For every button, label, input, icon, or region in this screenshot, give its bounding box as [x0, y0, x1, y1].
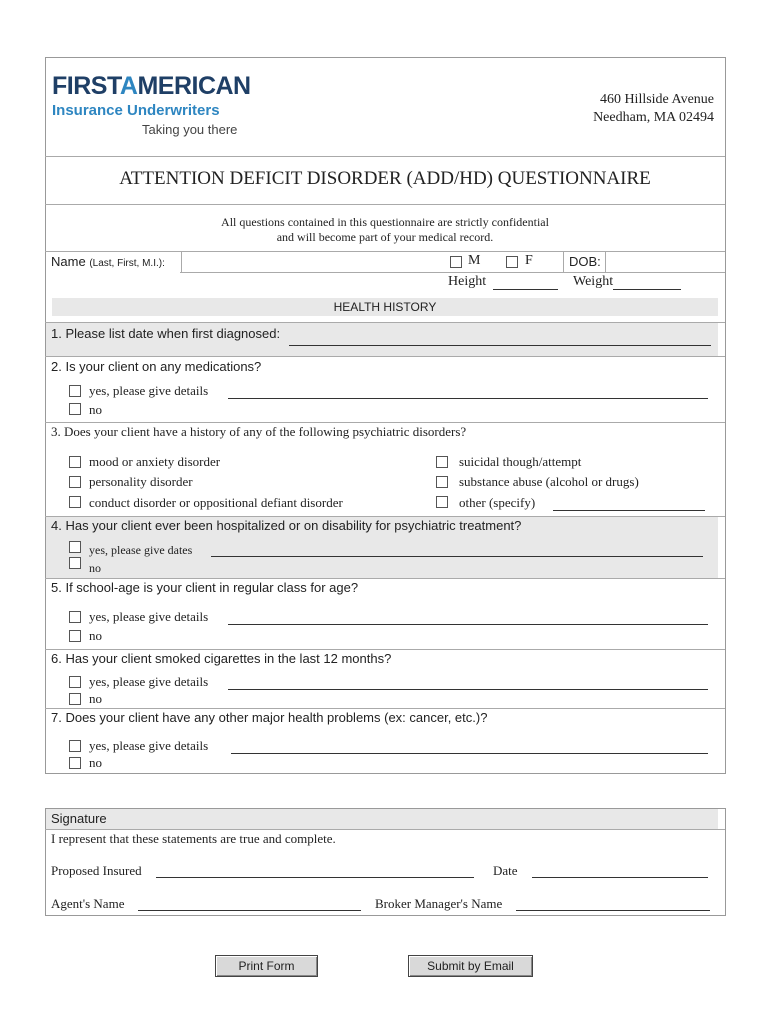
- question-4-text: 4. Has your client ever been hospitalized or on disability for psychiatric treatment?: [51, 518, 522, 533]
- print-form-button[interactable]: Print Form: [215, 955, 318, 977]
- question-5-no-label: no: [89, 628, 102, 643]
- question-6-details-field[interactable]: [228, 689, 708, 690]
- question-5-yes-label: yes, please give details: [89, 609, 209, 624]
- company-logo: [52, 72, 262, 142]
- question-2-text: 2. Is your client on any medications?: [51, 359, 262, 374]
- logo-merican-text: MERICAN: [137, 72, 251, 100]
- question-7-yes-label: yes, please give details: [89, 738, 209, 753]
- logo-subtitle: Insurance Underwriters: [52, 102, 220, 119]
- broker-manager-field[interactable]: [516, 910, 710, 911]
- q3-personality-label: personality disorder: [89, 474, 193, 489]
- question-6-yes-checkbox[interactable]: [69, 676, 81, 688]
- female-checkbox[interactable]: [506, 256, 518, 268]
- page-title: ATTENTION DEFICIT DISORDER (ADD/HD) QUESTIONNAIRE: [119, 168, 651, 189]
- male-label: M: [468, 253, 481, 268]
- weight-field[interactable]: [613, 289, 681, 290]
- question-3-text: 3. Does your client have a history of any of the following psychiatric disorders?: [51, 424, 467, 439]
- broker-manager-label: Broker Manager's Name: [375, 896, 503, 911]
- question-5-text: 5. If school-age is your client in regular class for age?: [51, 580, 359, 595]
- question-7-yes-checkbox[interactable]: [69, 740, 81, 752]
- confidential-line-1: All questions contained in this questionnaire are strictly confidential: [221, 215, 549, 229]
- submit-by-email-button[interactable]: Submit by Email: [408, 955, 533, 977]
- q3-other-label: other (specify): [459, 495, 536, 510]
- name-label: Name (Last, First, M.I.):: [51, 254, 165, 269]
- q3-substance-checkbox[interactable]: [436, 476, 448, 488]
- q3-mood-anxiety-label: mood or anxiety disorder: [89, 454, 221, 469]
- q3-conduct-label: conduct disorder or oppositional defiant disorder: [89, 495, 343, 510]
- question-2-yes-checkbox[interactable]: [69, 385, 81, 397]
- logo-first-text: FIRST: [52, 72, 120, 100]
- question-2-details-field[interactable]: [228, 398, 708, 399]
- date-label: Date: [493, 863, 518, 878]
- q3-other-specify-field[interactable]: [553, 510, 705, 511]
- question-4-no-checkbox[interactable]: [69, 557, 81, 569]
- question-5-details-field[interactable]: [228, 624, 708, 625]
- q3-mood-anxiety-checkbox[interactable]: [69, 456, 81, 468]
- question-4-dates-field[interactable]: [211, 556, 703, 557]
- agent-name-label: Agent's Name: [51, 896, 125, 911]
- question-4-yes-checkbox[interactable]: [69, 541, 81, 553]
- name-field[interactable]: [181, 252, 437, 272]
- question-2-no-label: no: [89, 402, 102, 417]
- q3-other-checkbox[interactable]: [436, 496, 448, 508]
- logo-tagline: Taking you there: [142, 122, 238, 137]
- proposed-insured-field[interactable]: [156, 877, 474, 878]
- question-5-yes-checkbox[interactable]: [69, 611, 81, 623]
- signature-statement: I represent that these statements are true and complete.: [51, 831, 336, 846]
- question-7-text: 7. Does your client have any other major health problems (ex: cancer, etc.)?: [51, 710, 488, 725]
- name-hint: (Last, First, M.I.):: [89, 258, 165, 269]
- date-field[interactable]: [532, 877, 708, 878]
- dob-field[interactable]: [605, 252, 724, 272]
- male-checkbox[interactable]: [450, 256, 462, 268]
- female-label: F: [525, 253, 533, 268]
- question-4-no-label: no: [89, 561, 101, 575]
- section-title: HEALTH HISTORY: [333, 300, 437, 314]
- question-1-text: 1. Please list date when first diagnosed:: [51, 326, 281, 341]
- dob-label: DOB:: [569, 254, 601, 269]
- question-1-date-field[interactable]: [289, 345, 711, 346]
- question-2-no-checkbox[interactable]: [69, 403, 81, 415]
- proposed-insured-label: Proposed Insured: [51, 863, 142, 878]
- question-6-yes-label: yes, please give details: [89, 674, 209, 689]
- agent-name-field[interactable]: [138, 910, 361, 911]
- form-container: [45, 57, 726, 774]
- address-line-2: Needham, MA 02494: [593, 110, 714, 125]
- q3-suicidal-label: suicidal though/attempt: [459, 454, 582, 469]
- question-6-text: 6. Has your client smoked cigarettes in the last 12 months?: [51, 651, 392, 666]
- height-label: Height: [448, 274, 487, 289]
- q3-personality-checkbox[interactable]: [69, 476, 81, 488]
- confidential-line-2: and will become part of your medical record.: [276, 230, 494, 244]
- question-6-no-checkbox[interactable]: [69, 693, 81, 705]
- q3-substance-label: substance abuse (alcohol or drugs): [459, 474, 639, 489]
- question-7-details-field[interactable]: [231, 753, 708, 754]
- q3-suicidal-checkbox[interactable]: [436, 456, 448, 468]
- weight-label: Weight: [573, 274, 614, 289]
- address-line-1: 460 Hillside Avenue: [599, 92, 714, 107]
- question-2-yes-label: yes, please give details: [89, 383, 209, 398]
- question-7-no-checkbox[interactable]: [69, 757, 81, 769]
- question-7-no-label: no: [89, 755, 102, 770]
- height-field[interactable]: [493, 289, 558, 290]
- logo-a-icon: A: [119, 72, 138, 100]
- question-4-yes-label: yes, please give dates: [89, 543, 193, 557]
- question-6-no-label: no: [89, 691, 102, 706]
- signature-heading: Signature: [51, 811, 107, 826]
- q3-conduct-checkbox[interactable]: [69, 496, 81, 508]
- question-5-no-checkbox[interactable]: [69, 630, 81, 642]
